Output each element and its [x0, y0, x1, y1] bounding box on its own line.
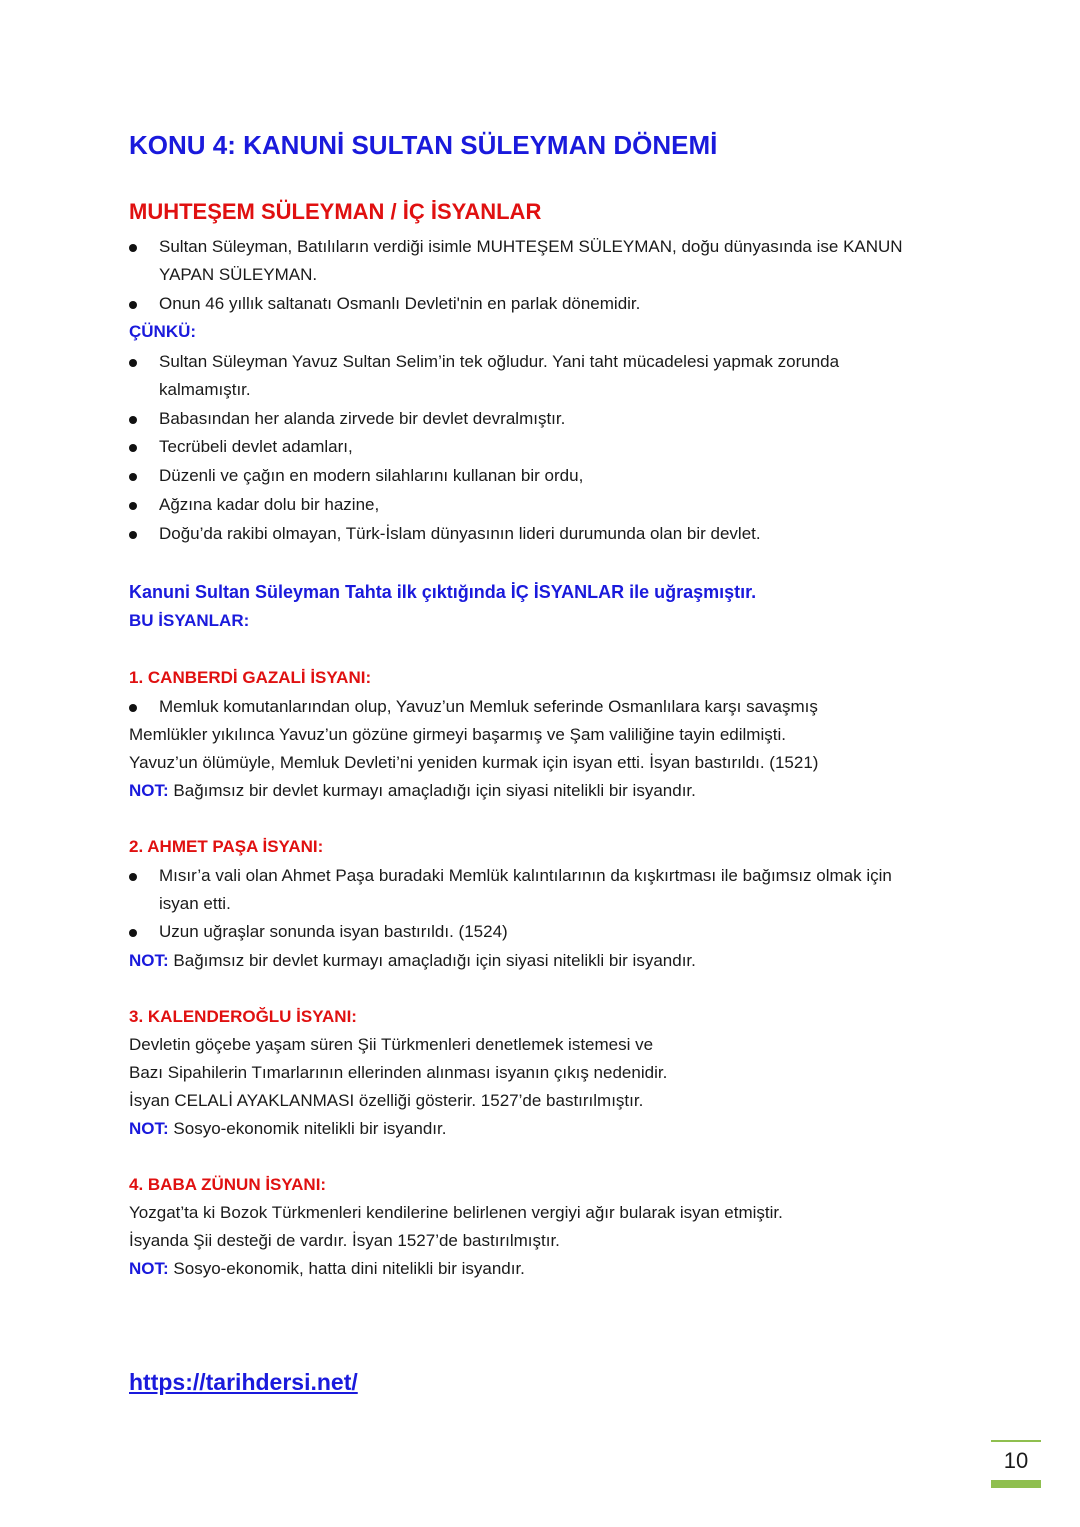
section-3-note: NOT: Sosyo-ekonomik nitelikli bir isyandır.	[129, 1119, 447, 1138]
bullet-icon	[129, 473, 137, 481]
page-number-box	[991, 1440, 1041, 1486]
bullet-icon	[129, 502, 137, 510]
bullet-icon	[129, 359, 137, 367]
website-link[interactable]: https://tarihdersi.net/	[129, 1369, 358, 1395]
reason-3: Tecrübeli devlet adamları,	[159, 437, 353, 456]
section-1-line-2: Memlükler yıkılınca Yavuz’un gözüne girmeyi başarmış ve Şam valiliğine tayin edilmişti.	[129, 725, 786, 744]
bu-isyanlar-label: BU İSYANLAR:	[129, 611, 250, 630]
bullet-icon	[129, 929, 137, 937]
page-number: 10	[1003, 1448, 1029, 1473]
reason-6: Doğu’da rakibi olmayan, Türk-İslam dünyasının lideri durumunda olan bir devlet.	[159, 524, 761, 543]
section-2-line-2: Uzun uğraşlar sonunda isyan bastırıldı. (1524)	[159, 922, 508, 941]
section-4-note: NOT: Sosyo-ekonomik, hatta dini nitelikli bir isyandır.	[129, 1259, 525, 1278]
bullet-icon	[129, 444, 137, 452]
bullet-icon	[129, 531, 137, 539]
section-3-line-1: Devletin göçebe yaşam süren Şii Türkmenleri denetlemek istemesi ve	[129, 1035, 654, 1054]
page-number-bar	[991, 1480, 1041, 1488]
ic-isyanlar-heading: Kanuni Sultan Süleyman Tahta ilk çıktığında İÇ İSYANLAR ile uğraşmıştır.	[129, 582, 757, 602]
section-2-line-1-cont: isyan etti.	[159, 894, 231, 913]
section-4-line-2: İsyanda Şii desteği de vardır. İsyan 1527’de bastırılmıştır.	[129, 1231, 560, 1250]
section-1-line-3: Yavuz’un ölümüyle, Memluk Devleti’ni yeniden kurmak için isyan etti. İsyan bastırıldı. (1521)	[129, 753, 819, 772]
page-title: KONU 4: KANUNİ SULTAN SÜLEYMAN DÖNEMİ	[129, 130, 718, 160]
bullet-icon	[129, 416, 137, 424]
section-subtitle: MUHTEŞEM SÜLEYMAN / İÇ İSYANLAR	[129, 199, 542, 224]
bullet-icon	[129, 873, 137, 881]
intro-bullet-1: Sultan Süleyman, Batılıların verdiği isimle MUHTEŞEM SÜLEYMAN, doğu dünyasında ise KANUN	[159, 237, 903, 256]
cunku-label: ÇÜNKÜ:	[129, 322, 197, 341]
intro-bullet-1-cont: YAPAN SÜLEYMAN.	[159, 265, 318, 284]
section-4-line-1: Yozgat’ta ki Bozok Türkmenleri kendilerine belirlenen vergiyi ağır bularak isyan etmiştir.	[129, 1203, 783, 1222]
section-2-note: NOT: Bağımsız bir devlet kurmayı amaçladığı için siyasi nitelikli bir isyandır.	[129, 951, 696, 970]
intro-bullet-2: Onun 46 yıllık saltanatı Osmanlı Devleti'nin en parlak dönemidir.	[159, 294, 641, 313]
section-3-line-2: Bazı Sipahilerin Tımarlarının ellerinden alınması isyanın çıkış nedenidir.	[129, 1063, 668, 1082]
reason-4: Düzenli ve çağın en modern silahlarını kullanan bir ordu,	[159, 466, 584, 485]
reason-1-cont: kalmamıştır.	[159, 380, 251, 399]
section-1-heading: 1. CANBERDİ GAZALİ İSYANI:	[129, 668, 372, 687]
reason-2: Babasından her alanda zirvede bir devlet devralmıştır.	[159, 409, 566, 428]
section-2-heading: 2. AHMET PAŞA İSYANI:	[129, 837, 324, 856]
section-4-heading: 4. BABA ZÜNUN İSYANI:	[129, 1175, 327, 1194]
reason-5: Ağzına kadar dolu bir hazine,	[159, 495, 380, 514]
reason-1: Sultan Süleyman Yavuz Sultan Selim’in tek oğludur. Yani taht mücadelesi yapmak zorunda	[159, 352, 840, 371]
section-1-note: NOT: Bağımsız bir devlet kurmayı amaçladığı için siyasi nitelikli bir isyandır.	[129, 781, 696, 800]
note-label: NOT:	[129, 1259, 169, 1278]
bullet-icon	[129, 244, 137, 252]
note-label: NOT:	[129, 1119, 169, 1138]
bullet-icon	[129, 301, 137, 309]
note-label: NOT:	[129, 781, 169, 800]
section-3-heading: 3. KALENDEROĞLU İSYANI:	[129, 1007, 357, 1026]
section-1-line-1: Memluk komutanlarından olup, Yavuz’un Memluk seferinde Osmanlılara karşı savaşmış	[159, 697, 818, 716]
section-3-line-3: İsyan CELALİ AYAKLANMASI özelliği gösterir. 1527’de bastırılmıştır.	[129, 1091, 644, 1110]
note-label: NOT:	[129, 951, 169, 970]
section-2-line-1: Mısır’a vali olan Ahmet Paşa buradaki Memlük kalıntılarının da kışkırtması ile bağımsız olmak için	[159, 866, 892, 885]
bullet-icon	[129, 704, 137, 712]
